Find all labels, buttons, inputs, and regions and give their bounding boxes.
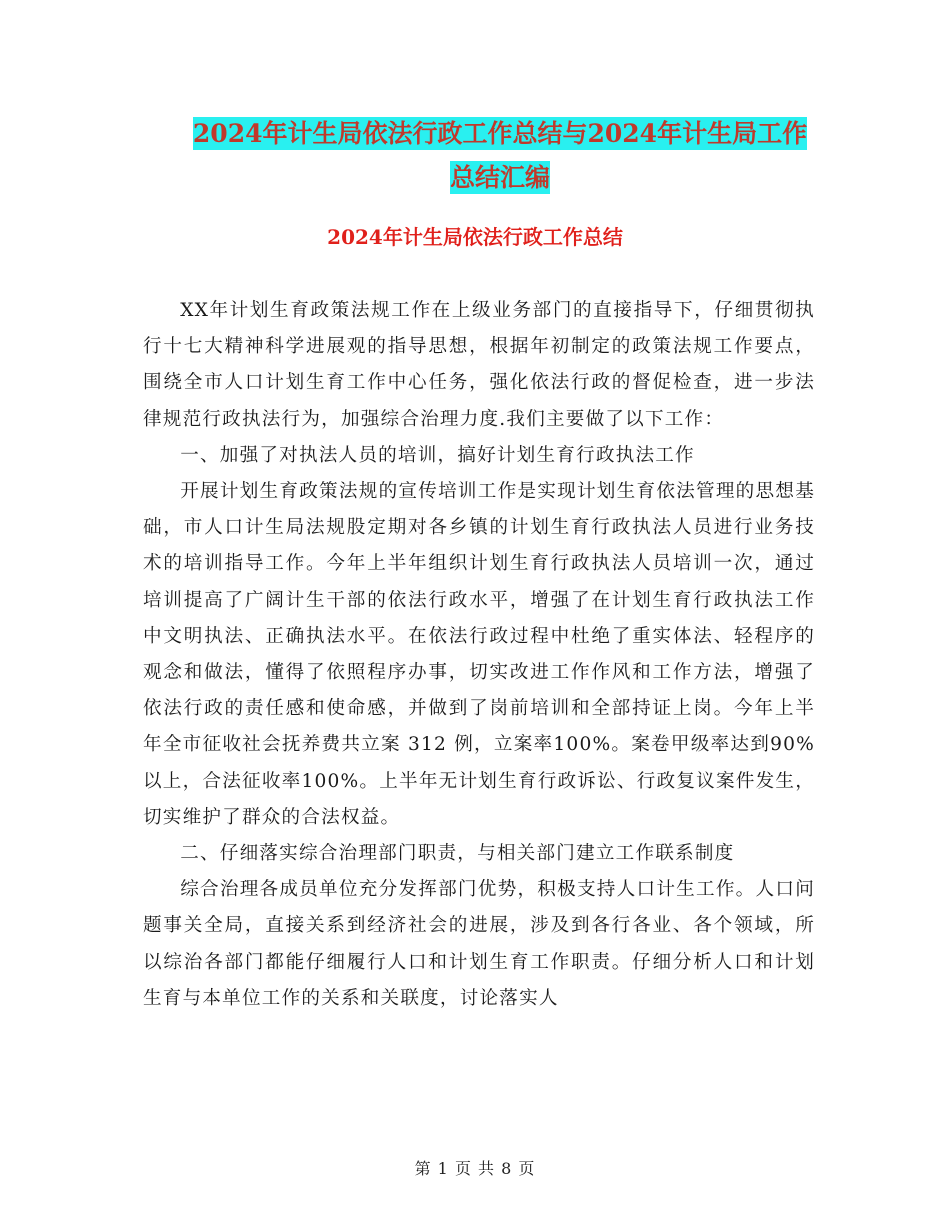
paragraph-heading-2: 二、仔细落实综合治理部门职责，与相关部门建立工作联系制度 xyxy=(180,843,735,865)
paragraph-governance: 综合治理各成员单位充分发挥部门优势，积极支持人口计生工作。人口问题事关全局，直接关系到经济社会的进展，涉及到各行各业、各个领域，所以综治各部门都能仔细履行人口和计划生育工作职责。仔细分析人口和计划生育与本单位工作的关系和关联度，讨论落实人 xyxy=(143,879,815,1009)
paragraph-intro: XX年计划生育政策法规工作在上级业务部门的直接指导下，仔细贯彻执行十七大精神科学进展观的指导思想，根据年初制定的政策法规工作要点，围绕全市人口计划生育工作中心任务，强化依法行政的督促检查，进一步法律规范行政执法行为，加强综合治理力度.我们主要做了以下工作： xyxy=(143,300,815,430)
paragraph-training: 开展计划生育政策法规的宣传培训工作是实现计划生育依法管理的思想基础，市人口计生局法规股定期对各乡镇的计划生育行政执法人员进行业务技术的培训指导工作。今年上半年组织计划生育行政执法人员培训一次，通过培训提高了广阔计生干部的依法行政水平，增强了在计划生育行政执法工作中文明执法、正确执法水平。在依法行政过程中杜绝了重实体法、轻程序的观念和做法，懂得了依照程序办事，切实改进工作作风和工作方法，增强了依法行政的责任感和使命感，并做到了岗前培训和全部持证上岗。今年上半年全市征收社会抚养费共立案 312 例，立案率100%。案卷甲级率达到90%以上，合法征收率100%。上半年无计划生育行政诉讼、行政复议案件发生，切实维护了群众的合法权益。 xyxy=(143,481,815,828)
document-body xyxy=(143,293,815,1017)
document-title-line1: 2024年计生局依法行政工作总结与2024年计生局工作 xyxy=(192,119,808,148)
document-title xyxy=(140,112,860,200)
page-number-footer: 第 1 页 共 8 页 xyxy=(414,1159,536,1178)
section-title: 2024年计生局依法行政工作总结 xyxy=(327,225,623,249)
paragraph-heading-1: 一、加强了对执法人员的培训，搞好计划生育行政执法工作 xyxy=(180,444,695,466)
document-title-line2: 总结汇编 xyxy=(449,163,550,192)
